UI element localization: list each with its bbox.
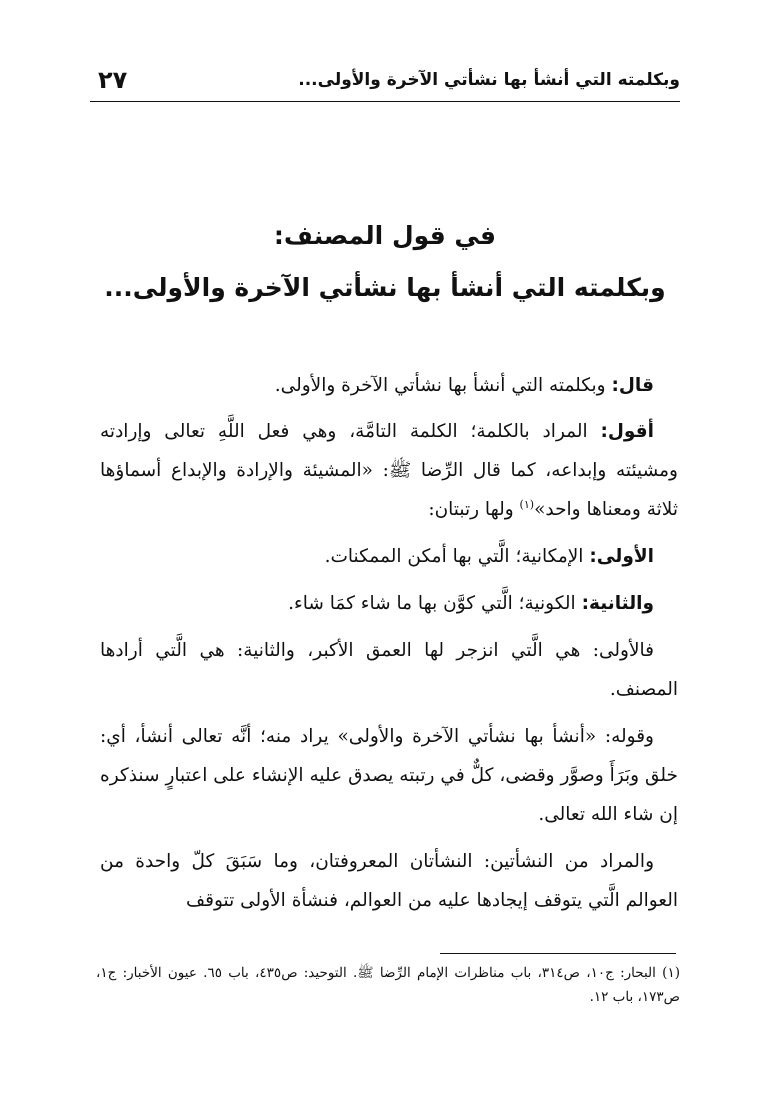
body-text (100, 366, 678, 928)
chapter-heading-line2: وبكلمته التي أنشأ بها نشأتي الآخرة والأولى... (104, 273, 666, 302)
paragraph-3-text: الإمكانية؛ الَّتي بها أمكن الممكنات. (324, 546, 590, 567)
page-number: ٢٧ (98, 66, 128, 94)
paragraph-7: والمراد من النشأتين: النشأتان المعروفتان، وما سَبَقَ كلّ واحدة من العوالم الَّتي يتوقف إيجادها عليه من العوالم، فنشأة الأولى تتوقف (100, 851, 678, 911)
footnotes (96, 961, 680, 1009)
paragraph-2-text: المراد بالكلمة؛ الكلمة التامَّة، وهي فعل اللَّهِ تعالى وإرادته ومشيئته وإبداعه، كما قال الرِّضا ﷺ: «المشيئة والإرادة والإبداع أسماؤها ثلاثة ومعناها واحد» (100, 421, 678, 520)
paragraph-6: وقوله: «أنشأ بها نشأتي الآخرة والأولى» يراد منه؛ أنَّه تعالى أنشأ، أي: خلق وبَرَأَ وصوَّر وقضى، كلٌّ في رتبته يصدق عليه الإنشاء على اعتبارٍ سنذكره إن شاء الله تعالى. (100, 726, 678, 825)
paragraph-4-text: الكونية؛ الَّتي كوَّن بها ما شاء كمَا شاء. (288, 593, 582, 614)
header-rule (90, 101, 680, 102)
chapter-heading-line1: في قول المصنف: (273, 221, 497, 250)
paragraph-2-lead: أقول: (600, 421, 654, 442)
footnote-ref-1: (١) (519, 497, 535, 511)
paragraph-5: فالأولى: هي الَّتي انزجر لها العمق الأكبر، والثانية: هي الَّتي أرادها المصنف. (100, 640, 678, 700)
paragraph-2-tail: ولها رتبتان: (428, 499, 520, 520)
running-title: وبكلمته التي أنشأ بها نشأتي الآخرة والأولى... (298, 70, 680, 90)
paragraph-2 (100, 412, 678, 529)
paragraph-1 (100, 366, 678, 405)
running-header (90, 66, 680, 98)
paragraph-4 (100, 584, 678, 623)
chapter-heading (90, 210, 680, 314)
footnote-rule (440, 953, 676, 954)
paragraph-1-lead: قال: (611, 375, 654, 396)
paragraph-1-text: وبكلمته التي أنشأ بها نشأتي الآخرة والأولى. (274, 375, 612, 396)
paragraph-3-lead: الأولى: (589, 546, 654, 567)
paragraph-3 (100, 537, 678, 576)
paragraph-4-lead: والثانية: (581, 593, 654, 614)
footnote-1: (١) البحار: ج١٠، ص٣١٤، باب مناظرات الإمام الرِّضا ﷺ. التوحيد: ص٤٣٥، باب ٦٥. عيون الأخبار: ج١، ص١٧٣، باب ١٢. (96, 965, 680, 1005)
